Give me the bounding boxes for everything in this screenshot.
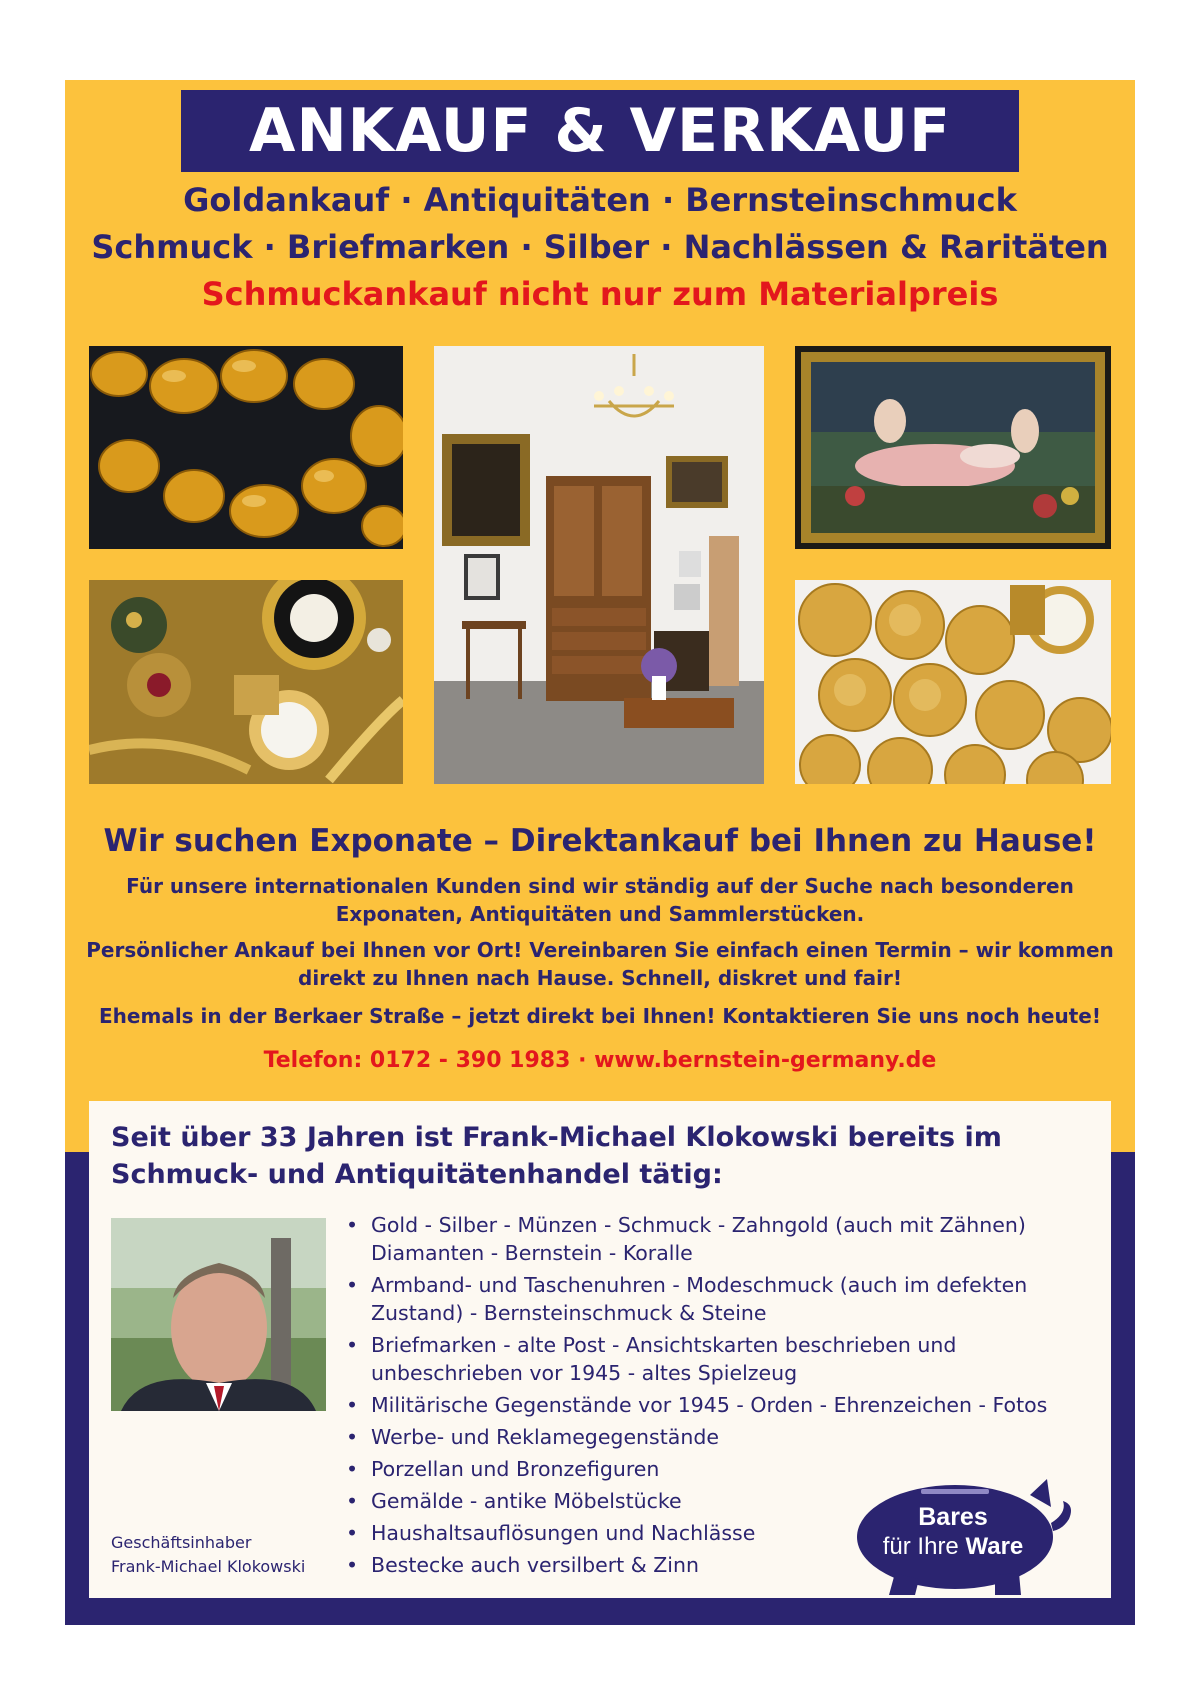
list-item: • Armband- und Taschenuhren - Modeschmuck (auch im defekten Zustand) - Bernsteinschmuck & Steine xyxy=(344,1271,1084,1327)
subtitle-line-1: Goldankauf · Antiquitäten · Bernsteinschmuck xyxy=(183,181,1017,219)
intro-paragraph: Für unsere internationalen Kunden sind wir ständig auf der Suche nach besonderen Exponaten, Antiquitäten und Sammlerstücken. xyxy=(126,874,1074,926)
jewelry-watches-image xyxy=(89,580,403,784)
piggy-line-2 xyxy=(855,1533,1051,1561)
piggy-line-2-regular: für Ihre xyxy=(882,1533,959,1560)
gold-coins-image xyxy=(795,580,1111,784)
list-item: • Werbe- und Reklamegegenstände xyxy=(344,1423,1084,1451)
visit-paragraph: Persönlicher Ankauf bei Ihnen vor Ort! Vereinbaren Sie einfach einen Termin – wir kommen direkt zu Ihnen nach Hause. Schnell, diskret und fair! xyxy=(86,938,1114,990)
page-title: ANKAUF & VERKAUF xyxy=(181,90,1019,172)
info-box xyxy=(89,1101,1111,1598)
subtitle-line-2: Schmuck · Briefmarken · Silber · Nachlässen & Raritäten xyxy=(91,228,1109,266)
poster xyxy=(65,80,1135,1625)
list-item: • Gold - Silber - Münzen - Schmuck - Zahngold (auch mit Zähnen) Diamanten - Bernstein - Koralle xyxy=(344,1211,1084,1267)
subtitle-red: Schmuckankauf nicht nur zum Materialpreis xyxy=(201,275,999,313)
info-box-title: Seit über 33 Jahren ist Frank-Michael Klokowski bereits im Schmuck- und Antiquitätenhandel tätig: xyxy=(111,1122,1002,1190)
piggy-bank-logo xyxy=(855,1475,1081,1595)
owner-caption xyxy=(111,1531,326,1579)
headline: Wir suchen Exponate – Direktankauf bei Ihnen zu Hause! xyxy=(103,823,1097,859)
antique-room-image xyxy=(434,346,764,784)
amber-beads-image xyxy=(89,346,403,549)
list-item: • Porzellan und Bronzefiguren xyxy=(344,1455,1084,1483)
piggy-line-1: Bares xyxy=(918,1503,988,1531)
caption-role: Geschäftsinhaber xyxy=(111,1533,252,1552)
location-paragraph: Ehemals in der Berkaer Straße – jetzt direkt bei Ihnen! Kontaktieren Sie uns noch heute! xyxy=(99,1004,1101,1028)
owner-portrait xyxy=(111,1218,326,1411)
list-item: • Militärische Gegenstände vor 1945 - Orden - Ehrenzeichen - Fotos xyxy=(344,1391,1084,1419)
list-item: • Haushaltsauflösungen und Nachlässe xyxy=(344,1519,1084,1547)
list-item: • Bestecke auch versilbert & Zinn xyxy=(344,1551,1084,1579)
piggy-line-2-bold: Ware xyxy=(965,1533,1024,1560)
painting-image xyxy=(795,346,1111,549)
contact-line: Telefon: 0172 - 390 1983 · www.bernstein-germany.de xyxy=(263,1048,937,1073)
caption-name: Frank-Michael Klokowski xyxy=(111,1557,306,1576)
list-item: • Gemälde - antike Möbelstücke xyxy=(344,1487,1084,1515)
list-item: • Briefmarken - alte Post - Ansichtskarten beschrieben und unbeschrieben vor 1945 - altes Spielzeug xyxy=(344,1331,1084,1387)
